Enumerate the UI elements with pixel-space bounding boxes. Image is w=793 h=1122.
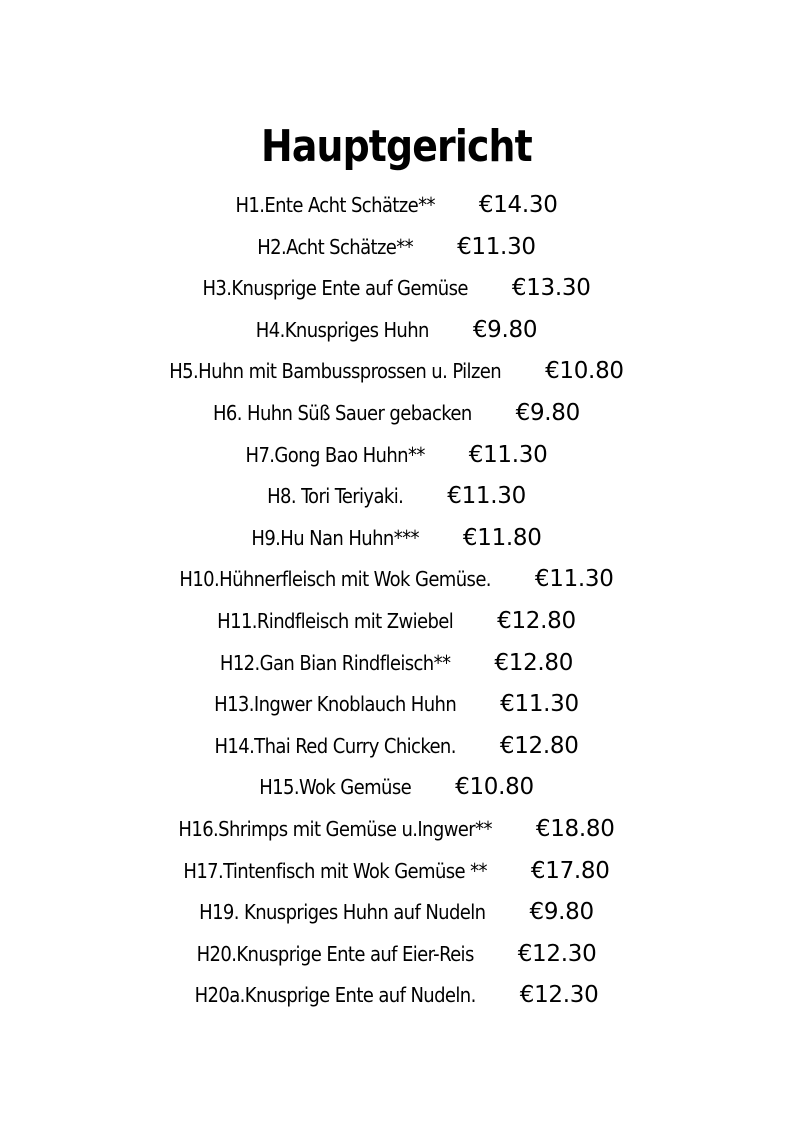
menu-item-price: €12.30 — [519, 982, 599, 1009]
menu-item-name: H8. Tori Teriyaki. — [267, 484, 404, 509]
menu-item — [0, 726, 793, 768]
menu-item — [0, 476, 793, 518]
menu-item-price: €11.30 — [468, 441, 548, 468]
menu-item-name: H13.Ingwer Knoblauch Huhn — [214, 692, 457, 717]
menu-item-price: €18.80 — [535, 815, 615, 842]
menu-item-price: €9.80 — [515, 399, 580, 426]
menu-item-price: €14.30 — [478, 192, 558, 218]
menu-item-price: €10.80 — [455, 774, 534, 801]
menu-item — [0, 934, 793, 976]
menu-list — [0, 185, 793, 1017]
menu-item-price: €9.80 — [472, 316, 538, 343]
menu-item — [0, 684, 793, 726]
menu-item-name: H16.Shrimps mit Gemüse u.Ingwer** — [178, 816, 492, 841]
menu-item — [0, 185, 793, 227]
menu-item — [0, 393, 793, 435]
menu-item-name: H12.Gan Bian Rindfleisch** — [219, 650, 451, 675]
menu-item-price: €12.30 — [517, 940, 597, 967]
menu-item — [0, 518, 793, 560]
menu-item-name: H17.Tintenfisch mit Wok Gemüse ** — [183, 858, 487, 883]
menu-item-price: €11.80 — [462, 524, 542, 551]
menu-item — [0, 975, 793, 1017]
menu-item-price: €12.80 — [499, 732, 579, 759]
menu-item-name: H14.Thai Red Curry Chicken. — [214, 733, 456, 758]
menu-item-price: €11.30 — [500, 691, 579, 718]
menu-item — [0, 892, 793, 934]
menu-item — [0, 767, 793, 809]
menu-item-name: H20.Knusprige Ente auf Eier-Reis — [196, 941, 474, 966]
menu-item-name: H6. Huhn Süß Sauer gebacken — [213, 400, 472, 425]
menu-item-price: €13.30 — [511, 275, 591, 302]
menu-item-price: €11.30 — [447, 483, 526, 510]
menu-item-price: €10.80 — [545, 358, 624, 385]
menu-item-price: €9.80 — [529, 899, 594, 926]
menu-item — [0, 435, 793, 477]
menu-item-price: €12.80 — [497, 607, 576, 634]
menu-item — [0, 310, 793, 352]
menu-item — [0, 851, 793, 893]
menu-item-name: H2.Acht Schätze** — [257, 234, 414, 259]
menu-item-price: €17.80 — [530, 857, 610, 884]
menu-item — [0, 227, 793, 269]
menu-item — [0, 559, 793, 601]
menu-item-name: H3.Knusprige Ente auf Gemüse — [202, 276, 468, 301]
menu-item-name: H15.Wok Gemüse — [259, 775, 412, 800]
menu-item-name: H11.Rindfleisch mit Zwiebel — [217, 608, 454, 633]
menu-item-name: H10.Hühnerfleisch mit Wok Gemüse. — [179, 567, 491, 592]
menu-item-price: €12.80 — [494, 649, 574, 676]
menu-item — [0, 351, 793, 393]
menu-item — [0, 643, 793, 685]
menu-item-name: H20a.Knusprige Ente auf Nudeln. — [194, 983, 476, 1008]
menu-item-price: €11.30 — [534, 566, 614, 593]
menu-item-name: H7.Gong Bao Huhn** — [245, 442, 425, 467]
menu-item — [0, 601, 793, 643]
page-title: Hauptgericht — [261, 121, 532, 173]
menu-item-name: H19. Knuspriges Huhn auf Nudeln — [199, 900, 486, 925]
menu-item-name: H4.Knuspriges Huhn — [255, 317, 429, 342]
menu-item — [0, 268, 793, 310]
menu-item-name: H5.Huhn mit Bambussprossen u. Pilzen — [169, 359, 502, 384]
menu-item-name: H1.Ente Acht Schätze** — [235, 193, 435, 217]
menu-item-price: €11.30 — [457, 233, 536, 260]
menu-item — [0, 809, 793, 851]
menu-item-name: H9.Hu Nan Huhn*** — [251, 525, 419, 550]
